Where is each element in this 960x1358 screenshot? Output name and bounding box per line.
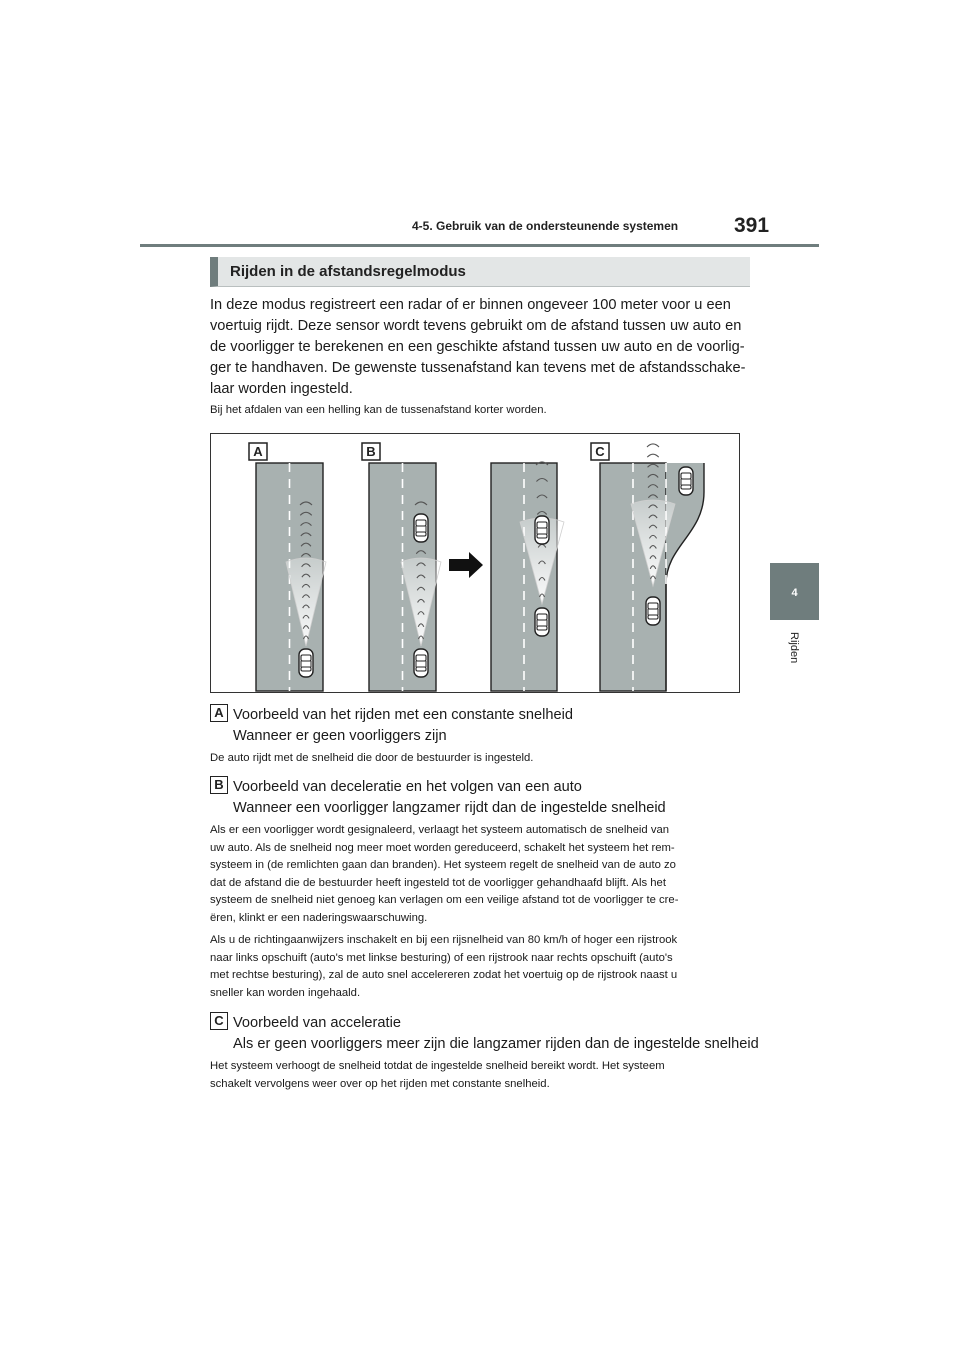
intro-line: ger te handhaven. De gewenste tussenafstand kan tevens met de afstandsschake-: [210, 360, 746, 376]
roads-layer: [256, 463, 704, 691]
body-line: naar links opschuift (auto's met linkse besturing) of een rijstrook naar rechts opschuift (auto's: [210, 951, 673, 964]
item-a-badge: A: [210, 704, 228, 722]
body-line: uw auto. Als de snelheid nog meer moet worden gereduceerd, schakelt het systeem het rem-: [210, 841, 675, 854]
transition-arrow-icon: [449, 552, 483, 578]
body-line: schakelt vervolgens weer over op het rijden met constante snelheid.: [210, 1077, 550, 1090]
panel-label-a: [249, 443, 267, 460]
body-line: Het systeem verhoogt de snelheid totdat de ingestelde snelheid bereikt wordt. Het systeem: [210, 1060, 665, 1072]
section-title: Rijden in de afstandsregelmodus: [230, 263, 466, 280]
intro-line: In deze modus registreert een radar of er binnen ongeveer 100 meter voor u een: [210, 297, 731, 313]
intro-line: de voorligger te berekenen en een geschikte afstand tussen uw auto en de voorlig-: [210, 339, 745, 355]
item-b-body-1: [210, 822, 750, 927]
body-line: systeem in (de remlichten gaan dan branden). Het systeem regelt de snelheid van de auto zo: [210, 859, 676, 871]
item-b-subtitle: Wanneer een voorligger langzamer rijdt dan de ingestelde snelheid: [233, 800, 666, 816]
item-a-title: Voorbeeld van het rijden met een constante snelheid: [233, 707, 573, 723]
item-c-title: Voorbeeld van acceleratie: [233, 1015, 401, 1031]
radar-diagram-svg: [211, 434, 739, 692]
car-icon-1: [414, 649, 428, 677]
car-icon-5: [679, 467, 693, 495]
radar-diagram: [210, 433, 740, 693]
item-b-body-2: [210, 932, 750, 1002]
car-icon-4: [535, 608, 549, 636]
item-b-title: Voorbeeld van deceleratie en het volgen van een auto: [233, 779, 582, 795]
item-c-body: [210, 1058, 750, 1093]
item-b-badge: B: [210, 776, 228, 794]
intro-paragraph: [210, 295, 750, 400]
car-icon-2: [414, 514, 428, 542]
body-line: De auto rijdt met de snelheid die door de bestuurder is ingesteld.: [210, 752, 534, 764]
section-title-bar: [210, 257, 750, 287]
body-line: dat de afstand die de bestuurder heeft ingesteld tot de voorligger gehandhaafd blijft. Als het: [210, 876, 666, 889]
panel-label-a-text: A: [253, 444, 263, 459]
body-line: sneller kan worden ingehaald.: [210, 986, 361, 999]
item-c-subtitle: Als er geen voorliggers meer zijn die langzamer rijden dan de ingestelde snelheid: [233, 1036, 759, 1052]
intro-line: voertuig rijdt. Deze sensor wordt tevens gebruikt om de afstand tussen uw auto en: [210, 318, 742, 334]
car-icon-0: [299, 649, 313, 677]
panel-label-c-text: C: [595, 444, 605, 459]
chapter-label: Rijden: [788, 632, 800, 664]
section-header: 4-5. Gebruik van de ondersteunende systemen: [412, 219, 679, 233]
body-line: ëren, klinkt er een naderingswaarschuwing.: [210, 911, 428, 924]
item-c-badge: C: [210, 1012, 228, 1030]
body-line: systeem de snelheid niet genoeg kan verlagen om een veilige afstand tot de voorligger te cre-: [210, 894, 679, 906]
radar-wave-3-12: [647, 454, 658, 457]
intro-note: Bij het afdalen van een helling kan de tussenafstand korter worden.: [210, 404, 547, 416]
item-a-subtitle: Wanneer er geen voorliggers zijn: [233, 728, 447, 744]
car-icon-6: [646, 597, 660, 625]
body-line: Als er een voorligger wordt gesignaleerd, verlaagt het systeem automatisch de snelheid van: [210, 824, 670, 836]
body-line: met rechtse besturing), zal de auto snel accelereren zodat het voertuig op de rijstrook naast u: [210, 969, 678, 981]
car-icon-3: [535, 516, 549, 544]
chapter-number: 4: [791, 587, 798, 599]
item-a-body: [210, 750, 750, 768]
page-number: 391: [734, 214, 770, 237]
radar-wave-3-13: [647, 444, 659, 447]
panel-label-c: [591, 443, 609, 460]
body-line: Als u de richtingaanwijzers inschakelt en bij een rijsnelheid van 80 km/h of hoger een rijstrook: [210, 934, 678, 946]
intro-line: laar worden ingesteld.: [210, 381, 353, 397]
panel-label-b: [362, 443, 380, 460]
panel-label-b-text: B: [366, 444, 376, 459]
header-rule: [140, 244, 819, 247]
